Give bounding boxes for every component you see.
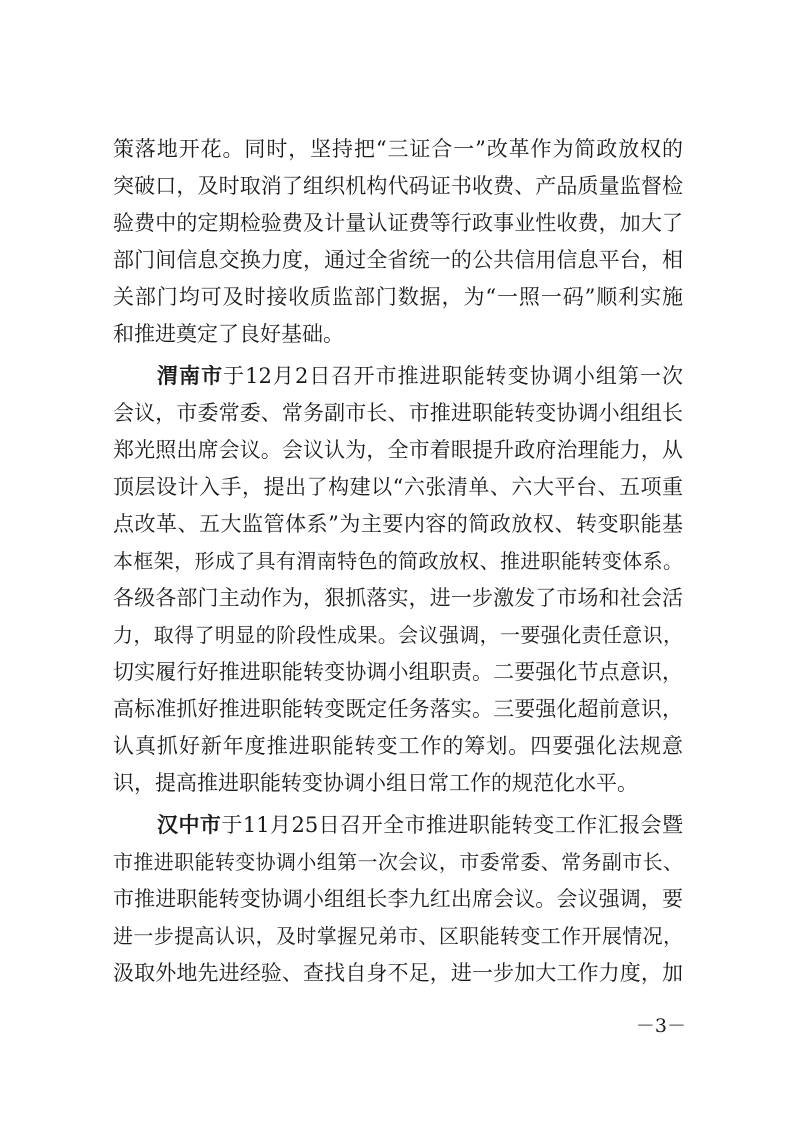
paragraph-lead-hanzhong: 汉中市 bbox=[157, 813, 222, 837]
text-line: 策落地开花。同时，坚持把“三证合一”改革作为简政放权的 bbox=[113, 137, 683, 161]
text-line: 力，取得了明显的阶段性成果。会议强调，一要强化责任意识， bbox=[113, 623, 683, 647]
text-line: 汲取外地先进经验、查找自身不足，进一步加大工作力度，加 bbox=[113, 961, 683, 985]
text-line bbox=[113, 358, 683, 395]
text-line: 突破口，及时取消了组织机构代码证书收费、产品质量监督检 bbox=[113, 174, 683, 198]
page-number: －3－ bbox=[635, 1015, 686, 1037]
text-line: 识，提高推进职能转变协调小组日常工作的规范化水平。 bbox=[113, 771, 638, 795]
text-line: 郑光照出席会议。会议认为，全市着眼提升政府治理能力，从 bbox=[113, 438, 683, 462]
paragraph-weinan bbox=[113, 358, 683, 802]
text-line: 验费中的定期检验费及计量认证费等行政事业性收费，加大了 bbox=[113, 211, 683, 235]
text-line: 高标准抓好推进职能转变既定任务落实。三要强化超前意识， bbox=[113, 697, 683, 721]
text-line-rest: 于12月2日召开市推进职能转变协调小组第一次 bbox=[223, 364, 683, 388]
text-line: 会议，市委常委、常务副市长、市推进职能转变协调小组组长 bbox=[113, 401, 683, 425]
text-line: 顶层设计入手，提出了构建以“六张清单、六大平台、五项重 bbox=[113, 475, 683, 499]
text-line: 切实履行好推进职能转变协调小组职责。二要强化节点意识， bbox=[113, 660, 683, 684]
text-line: 本框架，形成了具有渭南特色的简政放权、推进职能转变体系。 bbox=[113, 549, 683, 573]
text-line: 市推进职能转变协调小组组长李九红出席会议。会议强调，要 bbox=[113, 887, 683, 911]
text-line: 各级各部门主动作为，狠抓落实，进一步激发了市场和社会活 bbox=[113, 586, 683, 610]
text-line: 认真抓好新年度推进职能转变工作的筹划。四要强化法规意 bbox=[113, 734, 683, 758]
text-line bbox=[113, 807, 683, 844]
text-line: 部门间信息交换力度，通过全省统一的公共信用信息平台，相 bbox=[113, 248, 683, 272]
text-line: 市推进职能转变协调小组第一次会议，市委常委、常务副市长、 bbox=[113, 850, 683, 874]
text-line: 进一步提高认识，及时掌握兄弟市、区职能转变工作开展情况， bbox=[113, 924, 683, 948]
paragraph-continuation bbox=[113, 131, 683, 353]
body-text bbox=[113, 131, 683, 992]
text-line: 点改革、五大监管体系”为主要内容的简政放权、转变职能基 bbox=[113, 512, 683, 536]
paragraph-hanzhong bbox=[113, 807, 683, 992]
text-line: 和推进奠定了良好基础。 bbox=[113, 322, 344, 346]
text-line-rest: 于11月25日召开全市推进职能转变工作汇报会暨 bbox=[221, 813, 683, 837]
paragraph-lead-weinan: 渭南市 bbox=[157, 364, 224, 388]
text-line: 关部门均可及时接收质监部门数据，为“一照一码”顺利实施 bbox=[113, 285, 683, 309]
